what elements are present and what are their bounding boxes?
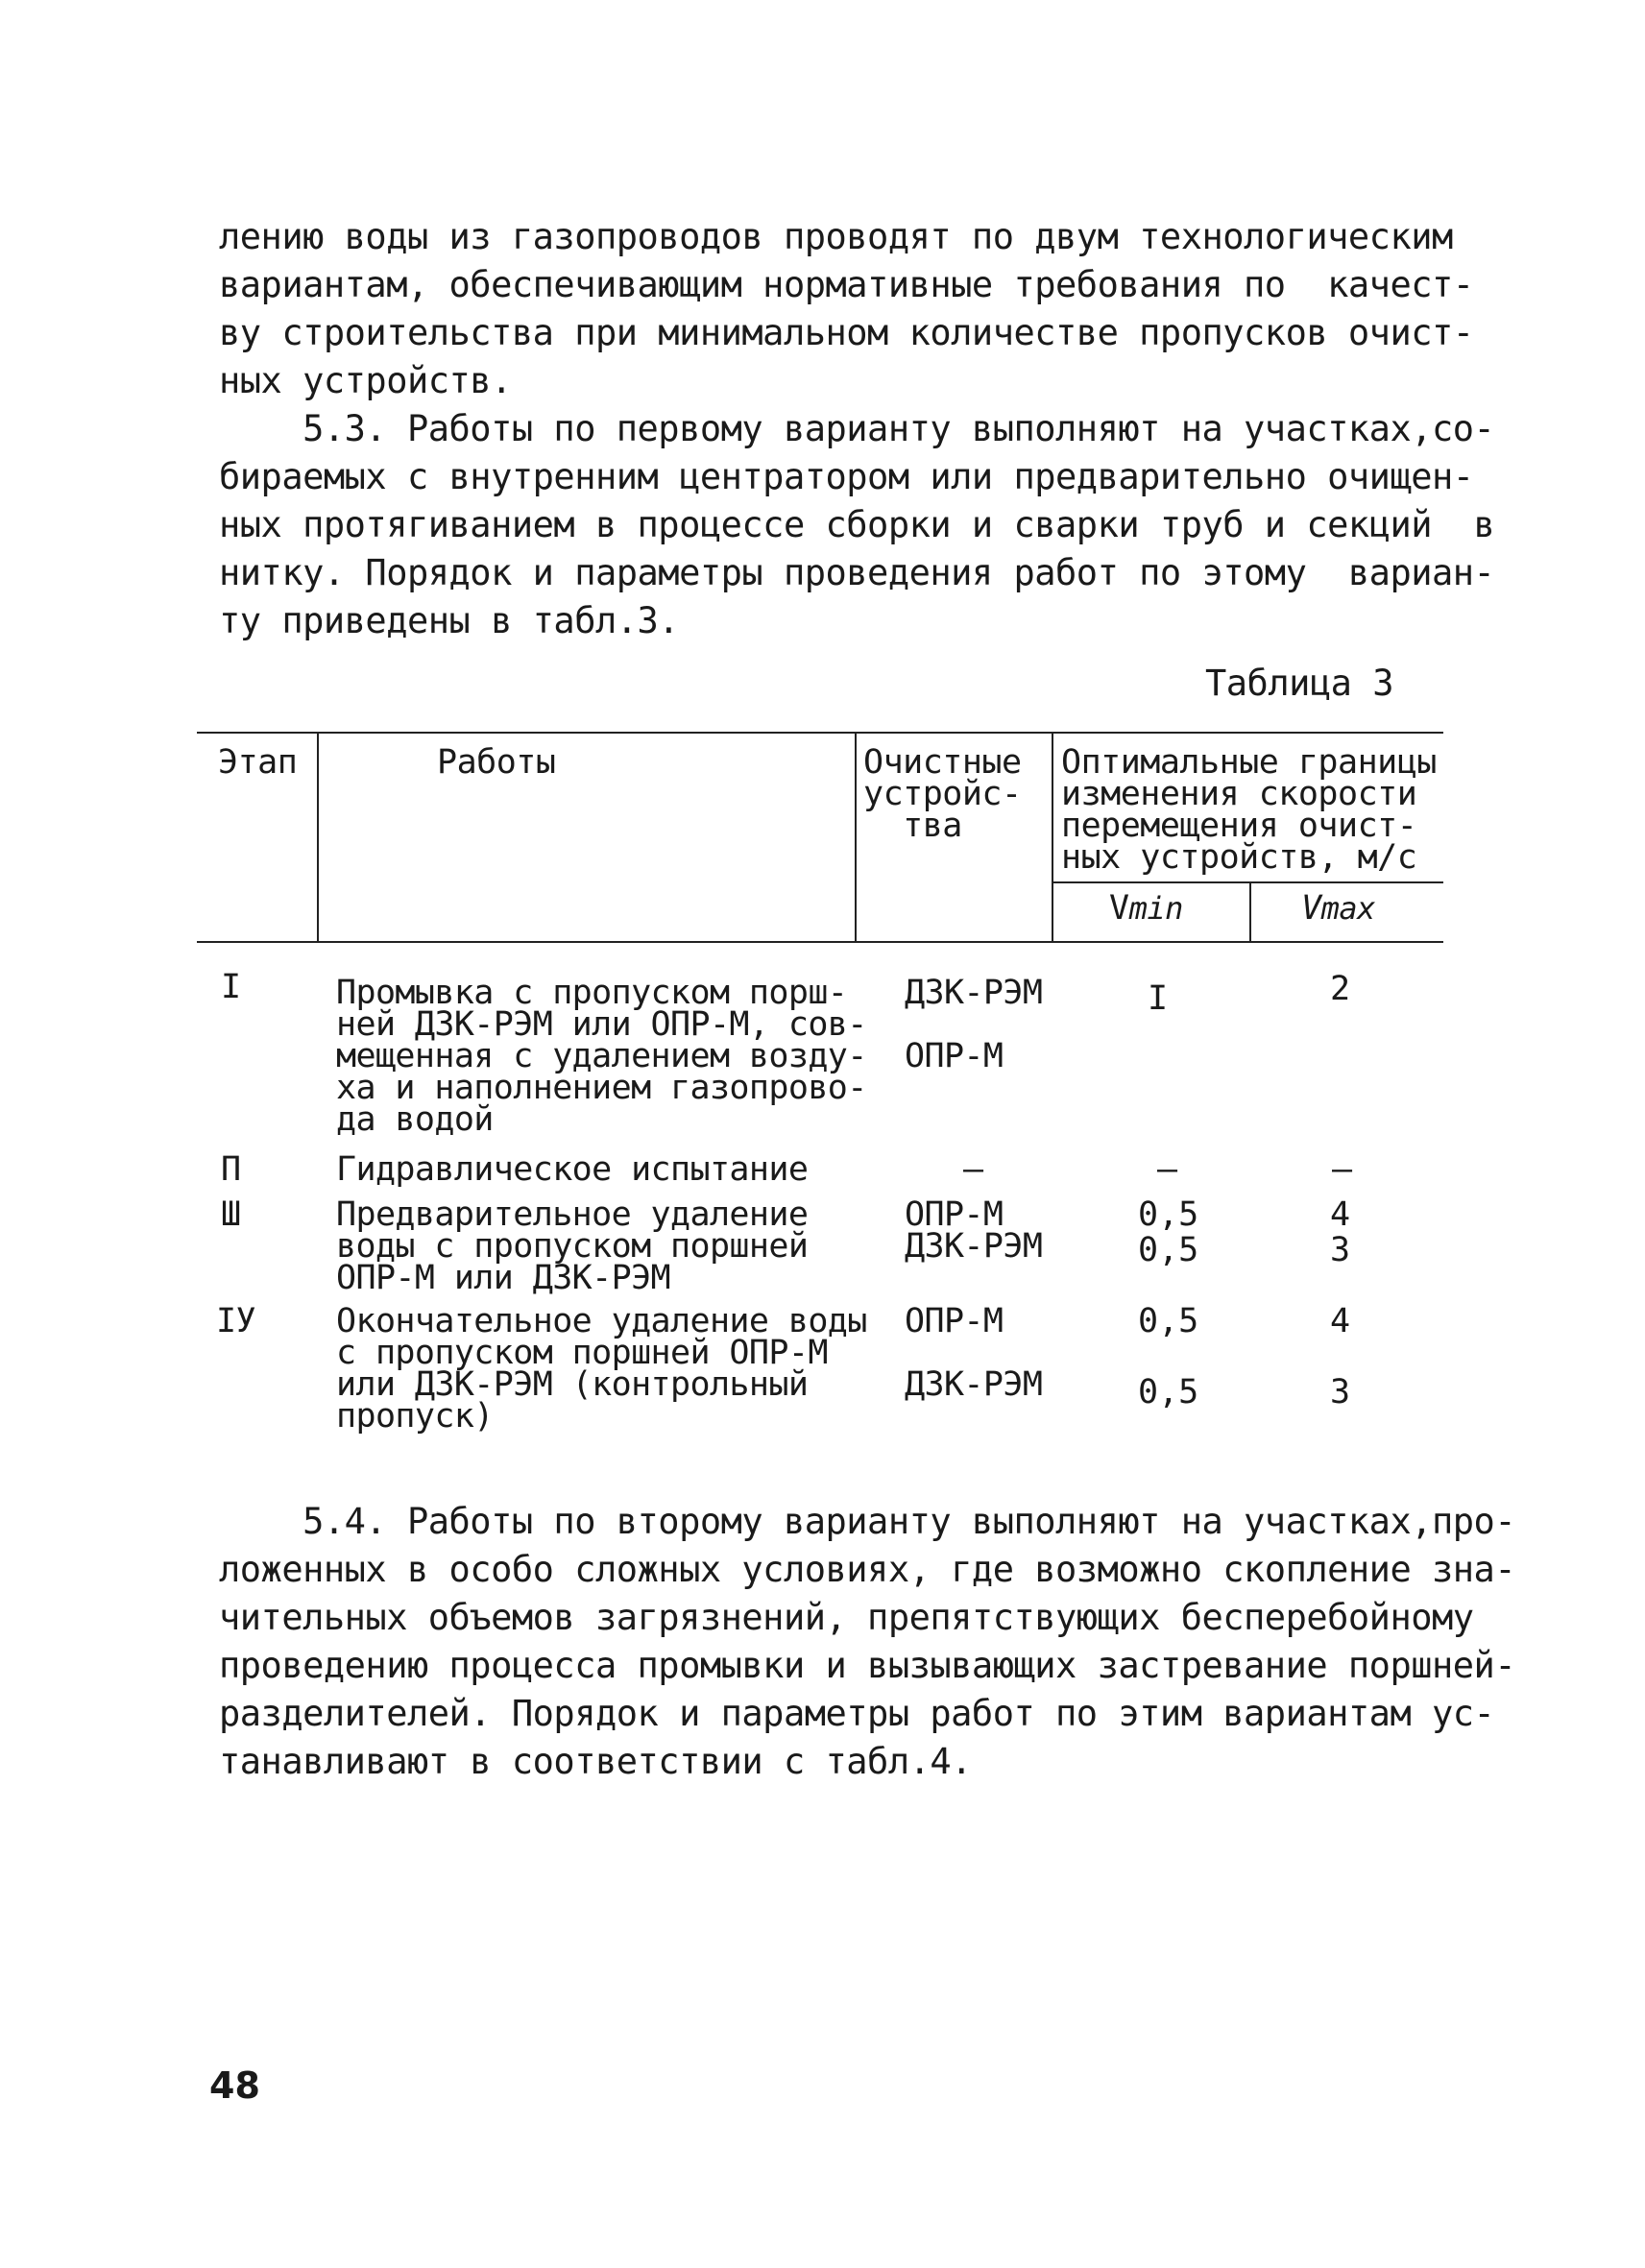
row-1-devices: ДЗК-РЭМ ОПР-М bbox=[905, 974, 1043, 1075]
text-line: чительных объемов загрязнений, препятствующих бесперебойному bbox=[219, 1597, 1474, 1638]
row-4-devices: ОПР-М ДЗК-РЭМ bbox=[905, 1302, 1043, 1404]
row-4-stage: IУ bbox=[216, 1302, 255, 1340]
row-1-stage: I bbox=[221, 968, 241, 1006]
text-line: вариантам, обеспечивающим нормативные требования по качест- bbox=[219, 264, 1474, 305]
column-divider bbox=[1052, 732, 1053, 941]
row-1-works: Промывка с пропуском порш- ней ДЗК-РЭМ или ОПР-М, сов- мещенная с удалением возду- ха и наполнением газопрово- да водой bbox=[336, 974, 867, 1139]
paragraph-5-3 bbox=[219, 405, 1495, 645]
vmin-symbol: V bbox=[1109, 889, 1129, 928]
text-line: нитку. Порядок и параметры проведения работ по этому вариан- bbox=[219, 552, 1495, 593]
speed-subheader-rule bbox=[1052, 881, 1443, 883]
header-stage: Этап bbox=[218, 743, 298, 782]
row-4-vmax: 4 3 bbox=[1330, 1302, 1351, 1411]
page-number: 48 bbox=[209, 2064, 260, 2107]
row-3-works: Предварительное удаление воды с пропуском поршней ОПР-М или ДЗК-РЭМ bbox=[336, 1195, 809, 1297]
text-line: 5.4. Работы по второму варианту выполняют на участках,про- bbox=[219, 1501, 1516, 1542]
table-caption: Таблица 3 bbox=[1205, 663, 1393, 704]
row-2-devices: – bbox=[963, 1150, 983, 1189]
row-3-stage: Ш bbox=[221, 1195, 241, 1234]
header-devices: Очистные устройс- тва bbox=[863, 743, 1022, 845]
vmax-subscript: max bbox=[1320, 890, 1375, 927]
row-3-vmin: 0,5 0,5 bbox=[1138, 1195, 1199, 1269]
vmax-symbol: V bbox=[1301, 889, 1321, 928]
text-line: танавливают в соответствии с табл.4. bbox=[219, 1741, 972, 1782]
row-3-vmax: 4 3 bbox=[1330, 1195, 1351, 1269]
column-divider bbox=[855, 732, 857, 941]
vmin-subscript: min bbox=[1128, 890, 1183, 927]
text-line: ту приведены в табл.3. bbox=[219, 600, 680, 641]
text-line: лению воды из газопроводов проводят по двум технологическим bbox=[219, 216, 1453, 257]
row-3-devices: ОПР-М ДЗК-РЭМ bbox=[905, 1195, 1043, 1266]
text-line: ных устройств. bbox=[219, 360, 512, 401]
table-3 bbox=[197, 732, 1455, 1461]
row-2-stage: П bbox=[221, 1150, 241, 1189]
text-line: ву строительства при минимальном количестве пропусков очист- bbox=[219, 312, 1474, 353]
row-2-works: Гидравлическое испытание bbox=[336, 1150, 809, 1189]
table-top-rule bbox=[197, 732, 1443, 734]
row-1-vmax: 2 bbox=[1330, 970, 1351, 1008]
header-works: Работы bbox=[437, 743, 556, 782]
paragraph-5-4 bbox=[219, 1498, 1516, 1786]
row-2-vmax: – bbox=[1332, 1150, 1353, 1189]
column-divider bbox=[1249, 881, 1251, 941]
row-1-vmin: I bbox=[1148, 979, 1169, 1018]
header-vmax bbox=[1301, 889, 1375, 928]
text-line: ложенных в особо сложных условиях, где возможно скопление зна- bbox=[219, 1549, 1516, 1590]
paragraph-1 bbox=[219, 213, 1474, 405]
text-line: 5.3. Работы по первому варианту выполняют на участках,со- bbox=[219, 408, 1495, 449]
header-speed: Оптимальные границы изменения скорости перемещения очист- ных устройств, м/с bbox=[1061, 743, 1437, 877]
text-line: разделителей. Порядок и параметры работ по этим вариантам ус- bbox=[219, 1693, 1495, 1734]
row-4-works: Окончательное удаление воды с пропуском поршней ОПР-М или ДЗК-РЭМ (контрольный пропуск) bbox=[336, 1302, 867, 1436]
text-line: бираемых с внутренним центратором или предварительно очищен- bbox=[219, 456, 1474, 497]
text-line: проведению процесса промывки и вызывающих застревание поршней- bbox=[219, 1645, 1516, 1686]
row-4-vmin: 0,5 0,5 bbox=[1138, 1302, 1199, 1411]
header-bottom-rule bbox=[197, 941, 1443, 943]
column-divider bbox=[317, 732, 319, 941]
row-2-vmin: – bbox=[1157, 1150, 1178, 1189]
text-line: ных протягиванием в процессе сборки и сварки труб и секций в bbox=[219, 504, 1495, 545]
header-vmin bbox=[1109, 889, 1183, 928]
